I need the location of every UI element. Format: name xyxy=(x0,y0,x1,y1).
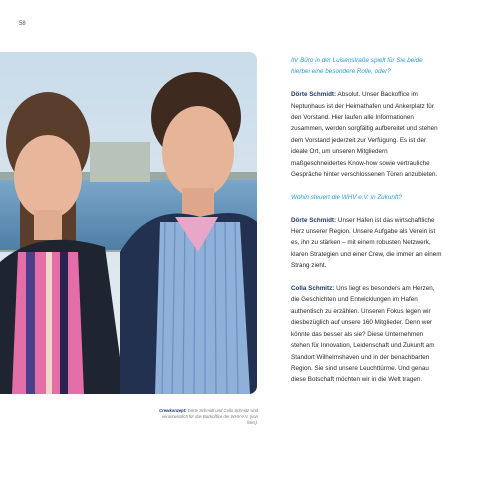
article-text xyxy=(291,55,443,386)
answer-2 xyxy=(291,215,443,272)
answer-text: Uns liegt es besonders am Herzen, die Geschichten und Entwicklungen im Hafen authentisch zu erzählen. Unseren Fokus legen wir diesbezüglich auf unsere 160 Mitglieder. Denn wer könnte das besser als sie? Diese Unternehmen stehen für Innovation, Leidenschaft und Zukunft am Standort Wilhelmshaven und in der benachbarten Region. Sie sind unsere Leuchttürme. Und genau diese Botschaft möchten wir in die Welt tragen. xyxy=(291,285,435,384)
caption-text: Dörte Schmidt und Colla Schmitz sind verantwortlich für das Backoffice der WHV e.V. (von links). xyxy=(161,408,258,426)
page-number: 58 xyxy=(19,21,26,27)
answer-text: Unser Hafen ist das wirtschaftliche Herz unserer Region. Unsere Aufgabe als Verein ist es, ihn zu stärken – mit einem robusten Netzwerk, klaren Strategien und einer Crew, die immer an einem Strang zieht. xyxy=(291,216,442,270)
caption-lead: Crewkonzept: xyxy=(159,408,187,413)
portrait-photo-icon xyxy=(0,52,257,394)
answer-text: Absolut. Unser Backoffice im Neptunhaus ist der Heimathafen und Ankerplatz für den Vorstand. Hier laufen alle Informationen zusammen, werden sorgfältig aufbereitet und stehen dem Vorstand jederzeit zur Verfügung. Es ist der ideale Ort, um unseren Mitgliedern maßgeschneidertes Know-how sowie vertrauliche Gespräche hinter verschlossenen Türen anzubieten. xyxy=(291,91,438,179)
speaker-label: Colla Schmitz: xyxy=(291,285,335,293)
photo-caption xyxy=(150,408,258,427)
answer-1 xyxy=(291,89,443,180)
question-2: Wohin steuert die WHV e.V. in Zukunft? xyxy=(291,193,402,201)
portrait-photo xyxy=(0,52,257,394)
speaker-label: Dörte Schmidt: xyxy=(291,91,337,99)
question-1: Ihr Büro in der Luisenstraße spielt für Sie beide hierbei eine besondere Rolle, oder? xyxy=(291,57,423,76)
answer-3 xyxy=(291,283,443,386)
speaker-label: Dörte Schmidt: xyxy=(291,216,337,224)
